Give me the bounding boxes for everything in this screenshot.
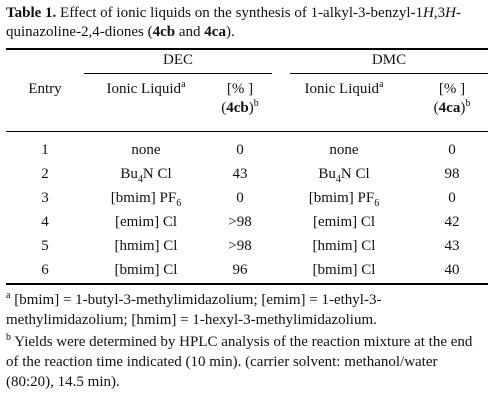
footnote-b: $^b$ Yields were determined by HPLC analysis of the reaction mixture at the end of the reaction time indicated (10 min). (carrier solvent: methanol/water (80:20), 14.5 min). bbox=[6, 332, 473, 390]
table-row bbox=[0, 234, 494, 258]
ionic-liquid-cell: [bmim] $PF_6$ bbox=[110, 190, 182, 209]
table-label: Table 1. bbox=[6, 5, 57, 21]
yield-cell: 0 bbox=[448, 190, 456, 206]
group-rule-dmc bbox=[290, 73, 488, 74]
ionic-liquid-cell: [hmim] Cl bbox=[312, 238, 376, 254]
ionic-liquid-cell: [bmim] $PF_6$ bbox=[308, 190, 380, 209]
yield-cell: 43 bbox=[232, 166, 248, 182]
yield-cell: 43 bbox=[444, 238, 460, 254]
table-row bbox=[0, 162, 494, 186]
ionic-liquid-cell: [emim] Cl bbox=[114, 214, 178, 230]
yield-cell: 40 bbox=[444, 262, 460, 278]
footnote-a: $^a$ [bmim] = 1-butyl-3-methylimidazolium; [emim] = 1-ethyl-3-methylimidazolium; [hmim] = 1-hexyl-3-methylimidazolium. bbox=[6, 290, 382, 328]
group-header-dmc: DMC bbox=[371, 52, 407, 68]
entry-cell: 5 bbox=[41, 238, 49, 254]
table-row bbox=[0, 210, 494, 234]
table-row bbox=[0, 258, 494, 282]
caption-text: Effect of ionic liquids on the synthesis of 1-alkyl-3-benzyl-1H,3H-quinazoline-2,4-diones (4cb and 4ca). bbox=[6, 5, 461, 40]
entry-cell: 6 bbox=[41, 262, 49, 278]
yield-cell: 98 bbox=[444, 166, 460, 182]
ionic-liquid-cell: [bmim] Cl bbox=[114, 262, 178, 278]
table-footnotes bbox=[6, 290, 488, 394]
col-header-yield-dec: [% ] $(4cb)^b$ bbox=[221, 81, 259, 116]
yield-cell: 0 bbox=[236, 190, 244, 206]
ionic-liquid-cell: none bbox=[329, 142, 359, 158]
yield-cell: >98 bbox=[228, 238, 252, 254]
ionic-liquid-cell: [emim] Cl bbox=[312, 214, 376, 230]
group-header-dec: DEC bbox=[163, 52, 193, 68]
ionic-liquid-cell: $Bu_4N$ Cl bbox=[120, 166, 172, 185]
group-rule-dec bbox=[84, 73, 272, 74]
ionic-liquid-cell: [bmim] Cl bbox=[312, 262, 376, 278]
table-bottom-rule bbox=[6, 283, 488, 285]
ionic-liquid-cell: [hmim] Cl bbox=[114, 238, 178, 254]
ionic-liquid-cell: $Bu_4N$ Cl bbox=[318, 166, 370, 185]
yield-cell: 96 bbox=[232, 262, 248, 278]
col-header-entry: Entry bbox=[28, 81, 62, 97]
entry-cell: 2 bbox=[41, 166, 49, 182]
col-header-yield-dmc: [% ] $(4ca)^b$ bbox=[433, 81, 471, 116]
ionic-liquid-cell: none bbox=[131, 142, 161, 158]
col-header-ionic-liquid-dmc: Ionic Liquid$^a$ bbox=[304, 79, 384, 97]
yield-cell: 42 bbox=[444, 214, 460, 230]
table-row bbox=[0, 138, 494, 162]
table-row bbox=[0, 186, 494, 210]
yield-cell: >98 bbox=[228, 214, 252, 230]
col-header-ionic-liquid-dec: Ionic Liquid$^a$ bbox=[106, 79, 186, 97]
table-top-rule bbox=[6, 48, 488, 50]
table-header-rule bbox=[6, 131, 488, 132]
table-caption bbox=[6, 4, 488, 42]
entry-cell: 1 bbox=[41, 142, 49, 158]
entry-cell: 3 bbox=[41, 190, 49, 206]
yield-cell: 0 bbox=[236, 142, 244, 158]
entry-cell: 4 bbox=[41, 214, 49, 230]
yield-cell: 0 bbox=[448, 142, 456, 158]
